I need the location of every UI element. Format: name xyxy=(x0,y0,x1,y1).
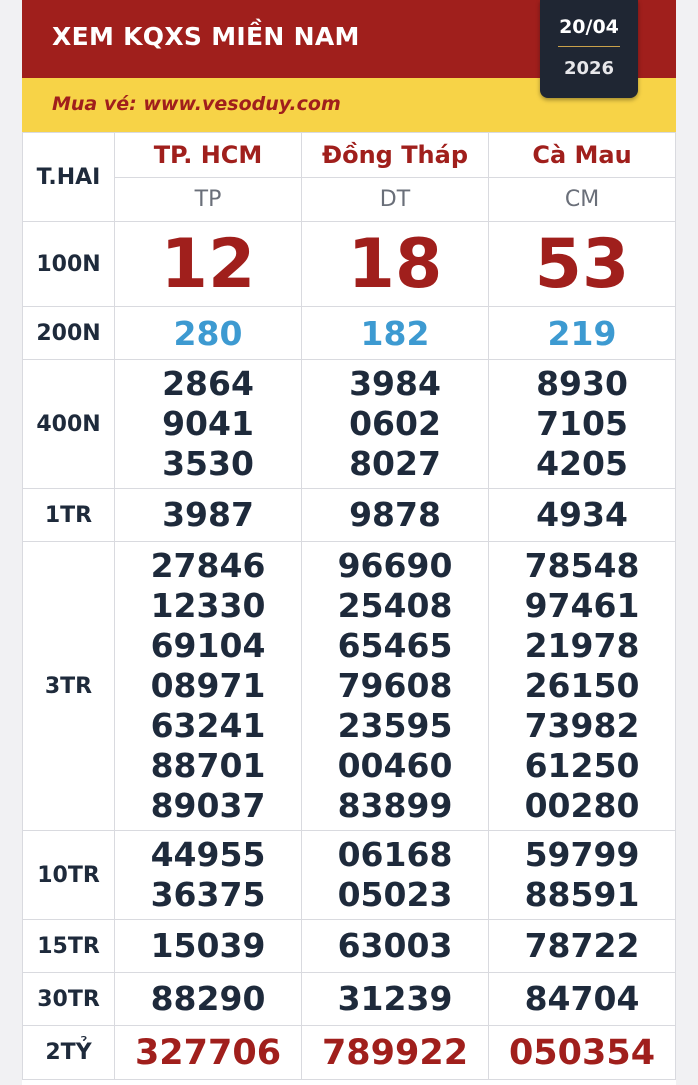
prize-row-100n xyxy=(23,222,676,307)
prize-value: 219 xyxy=(489,307,676,360)
prize-value: 12 xyxy=(115,222,302,307)
date-day: 20/04 xyxy=(559,16,619,38)
prize-value: 25408 xyxy=(337,586,453,625)
prize-value: 00460 xyxy=(337,746,453,785)
prize-value: 4934 xyxy=(489,489,676,542)
prize-value: 8027 xyxy=(349,444,441,483)
prize-value: 44955 xyxy=(150,835,266,874)
prize-value: 12330 xyxy=(150,586,266,625)
prize-row-3tr xyxy=(23,542,676,831)
prize-cell xyxy=(302,360,489,489)
prize-value: 31239 xyxy=(302,973,489,1026)
prize-cell xyxy=(489,831,676,920)
prize-label: 1TR xyxy=(23,489,115,542)
prize-value: 7105 xyxy=(536,404,628,443)
province-code: DT xyxy=(302,178,489,222)
prize-value: 63003 xyxy=(302,920,489,973)
prize-value: 05023 xyxy=(337,875,453,914)
prize-label: 100N xyxy=(23,222,115,307)
date-badge[interactable] xyxy=(540,0,638,98)
prize-row-200n xyxy=(23,307,676,360)
prize-value: 65465 xyxy=(337,626,453,665)
prize-value: 27846 xyxy=(150,546,266,585)
prize-value: 78722 xyxy=(489,920,676,973)
prize-value: 2864 xyxy=(162,364,254,403)
special-prize-value: 327706 xyxy=(115,1026,302,1080)
prize-value: 96690 xyxy=(337,546,453,585)
prize-label: 400N xyxy=(23,360,115,489)
prize-row-400n xyxy=(23,360,676,489)
prize-value: 3984 xyxy=(349,364,441,403)
date-divider xyxy=(558,46,620,47)
prize-label: 3TR xyxy=(23,542,115,831)
prize-value: 88701 xyxy=(150,746,266,785)
weekday-label: T.HAI xyxy=(23,133,115,222)
prize-value: 3530 xyxy=(162,444,254,483)
prize-value: 61250 xyxy=(524,746,640,785)
prize-value: 9878 xyxy=(302,489,489,542)
prize-value: 83899 xyxy=(337,786,453,825)
prize-value: 23595 xyxy=(337,706,453,745)
header-title: XEM KQXS MIỀN NAM xyxy=(52,22,360,51)
prize-value: 00280 xyxy=(524,786,640,825)
prize-value: 15039 xyxy=(115,920,302,973)
prize-value: 79608 xyxy=(337,666,453,705)
province-code: CM xyxy=(489,178,676,222)
prize-label: 15TR xyxy=(23,920,115,973)
prize-value: 88290 xyxy=(115,973,302,1026)
prize-value: 88591 xyxy=(524,875,640,914)
prize-row-15tr xyxy=(23,920,676,973)
buy-ticket-link[interactable]: Mua vé: www.vesoduy.com xyxy=(52,93,341,115)
special-prize-value: 789922 xyxy=(302,1026,489,1080)
province-name: Cà Mau xyxy=(489,133,676,178)
prize-value: 69104 xyxy=(150,626,266,665)
prize-cell xyxy=(302,542,489,831)
prize-value: 59799 xyxy=(524,835,640,874)
prize-value: 36375 xyxy=(150,875,266,914)
prize-value: 3987 xyxy=(115,489,302,542)
prize-value: 21978 xyxy=(524,626,640,665)
date-year: 2026 xyxy=(563,58,615,79)
prize-row-1tr xyxy=(23,489,676,542)
prize-value: 97461 xyxy=(524,586,640,625)
province-code: TP xyxy=(115,178,302,222)
prize-label: 30TR xyxy=(23,973,115,1026)
prize-row-30tr xyxy=(23,973,676,1026)
prize-cell xyxy=(489,360,676,489)
prize-value: 8930 xyxy=(536,364,628,403)
province-name: Đồng Tháp xyxy=(302,133,489,178)
prize-value: 182 xyxy=(302,307,489,360)
prize-value: 26150 xyxy=(524,666,640,705)
prize-label: 10TR xyxy=(23,831,115,920)
prize-row-special xyxy=(23,1026,676,1080)
prize-row-10tr xyxy=(23,831,676,920)
prize-value: 0602 xyxy=(349,404,441,443)
prize-label: 200N xyxy=(23,307,115,360)
prize-value: 4205 xyxy=(536,444,628,483)
prize-value: 89037 xyxy=(150,786,266,825)
prize-value: 63241 xyxy=(150,706,266,745)
prize-value: 18 xyxy=(302,222,489,307)
prize-value: 08971 xyxy=(150,666,266,705)
lottery-results-card xyxy=(22,0,676,1085)
special-prize-value: 050354 xyxy=(489,1026,676,1080)
prize-label: 2TỶ xyxy=(23,1026,115,1080)
prize-value: 73982 xyxy=(524,706,640,745)
prize-cell xyxy=(115,831,302,920)
prize-value: 06168 xyxy=(337,835,453,874)
prize-cell xyxy=(302,831,489,920)
prize-value: 280 xyxy=(115,307,302,360)
province-name: TP. HCM xyxy=(115,133,302,178)
prize-cell xyxy=(115,542,302,831)
prize-cell xyxy=(115,360,302,489)
results-table xyxy=(22,132,676,1080)
prize-value: 78548 xyxy=(524,546,640,585)
prize-value: 53 xyxy=(489,222,676,307)
prize-cell xyxy=(489,542,676,831)
prize-value: 84704 xyxy=(489,973,676,1026)
prize-value: 9041 xyxy=(162,404,254,443)
